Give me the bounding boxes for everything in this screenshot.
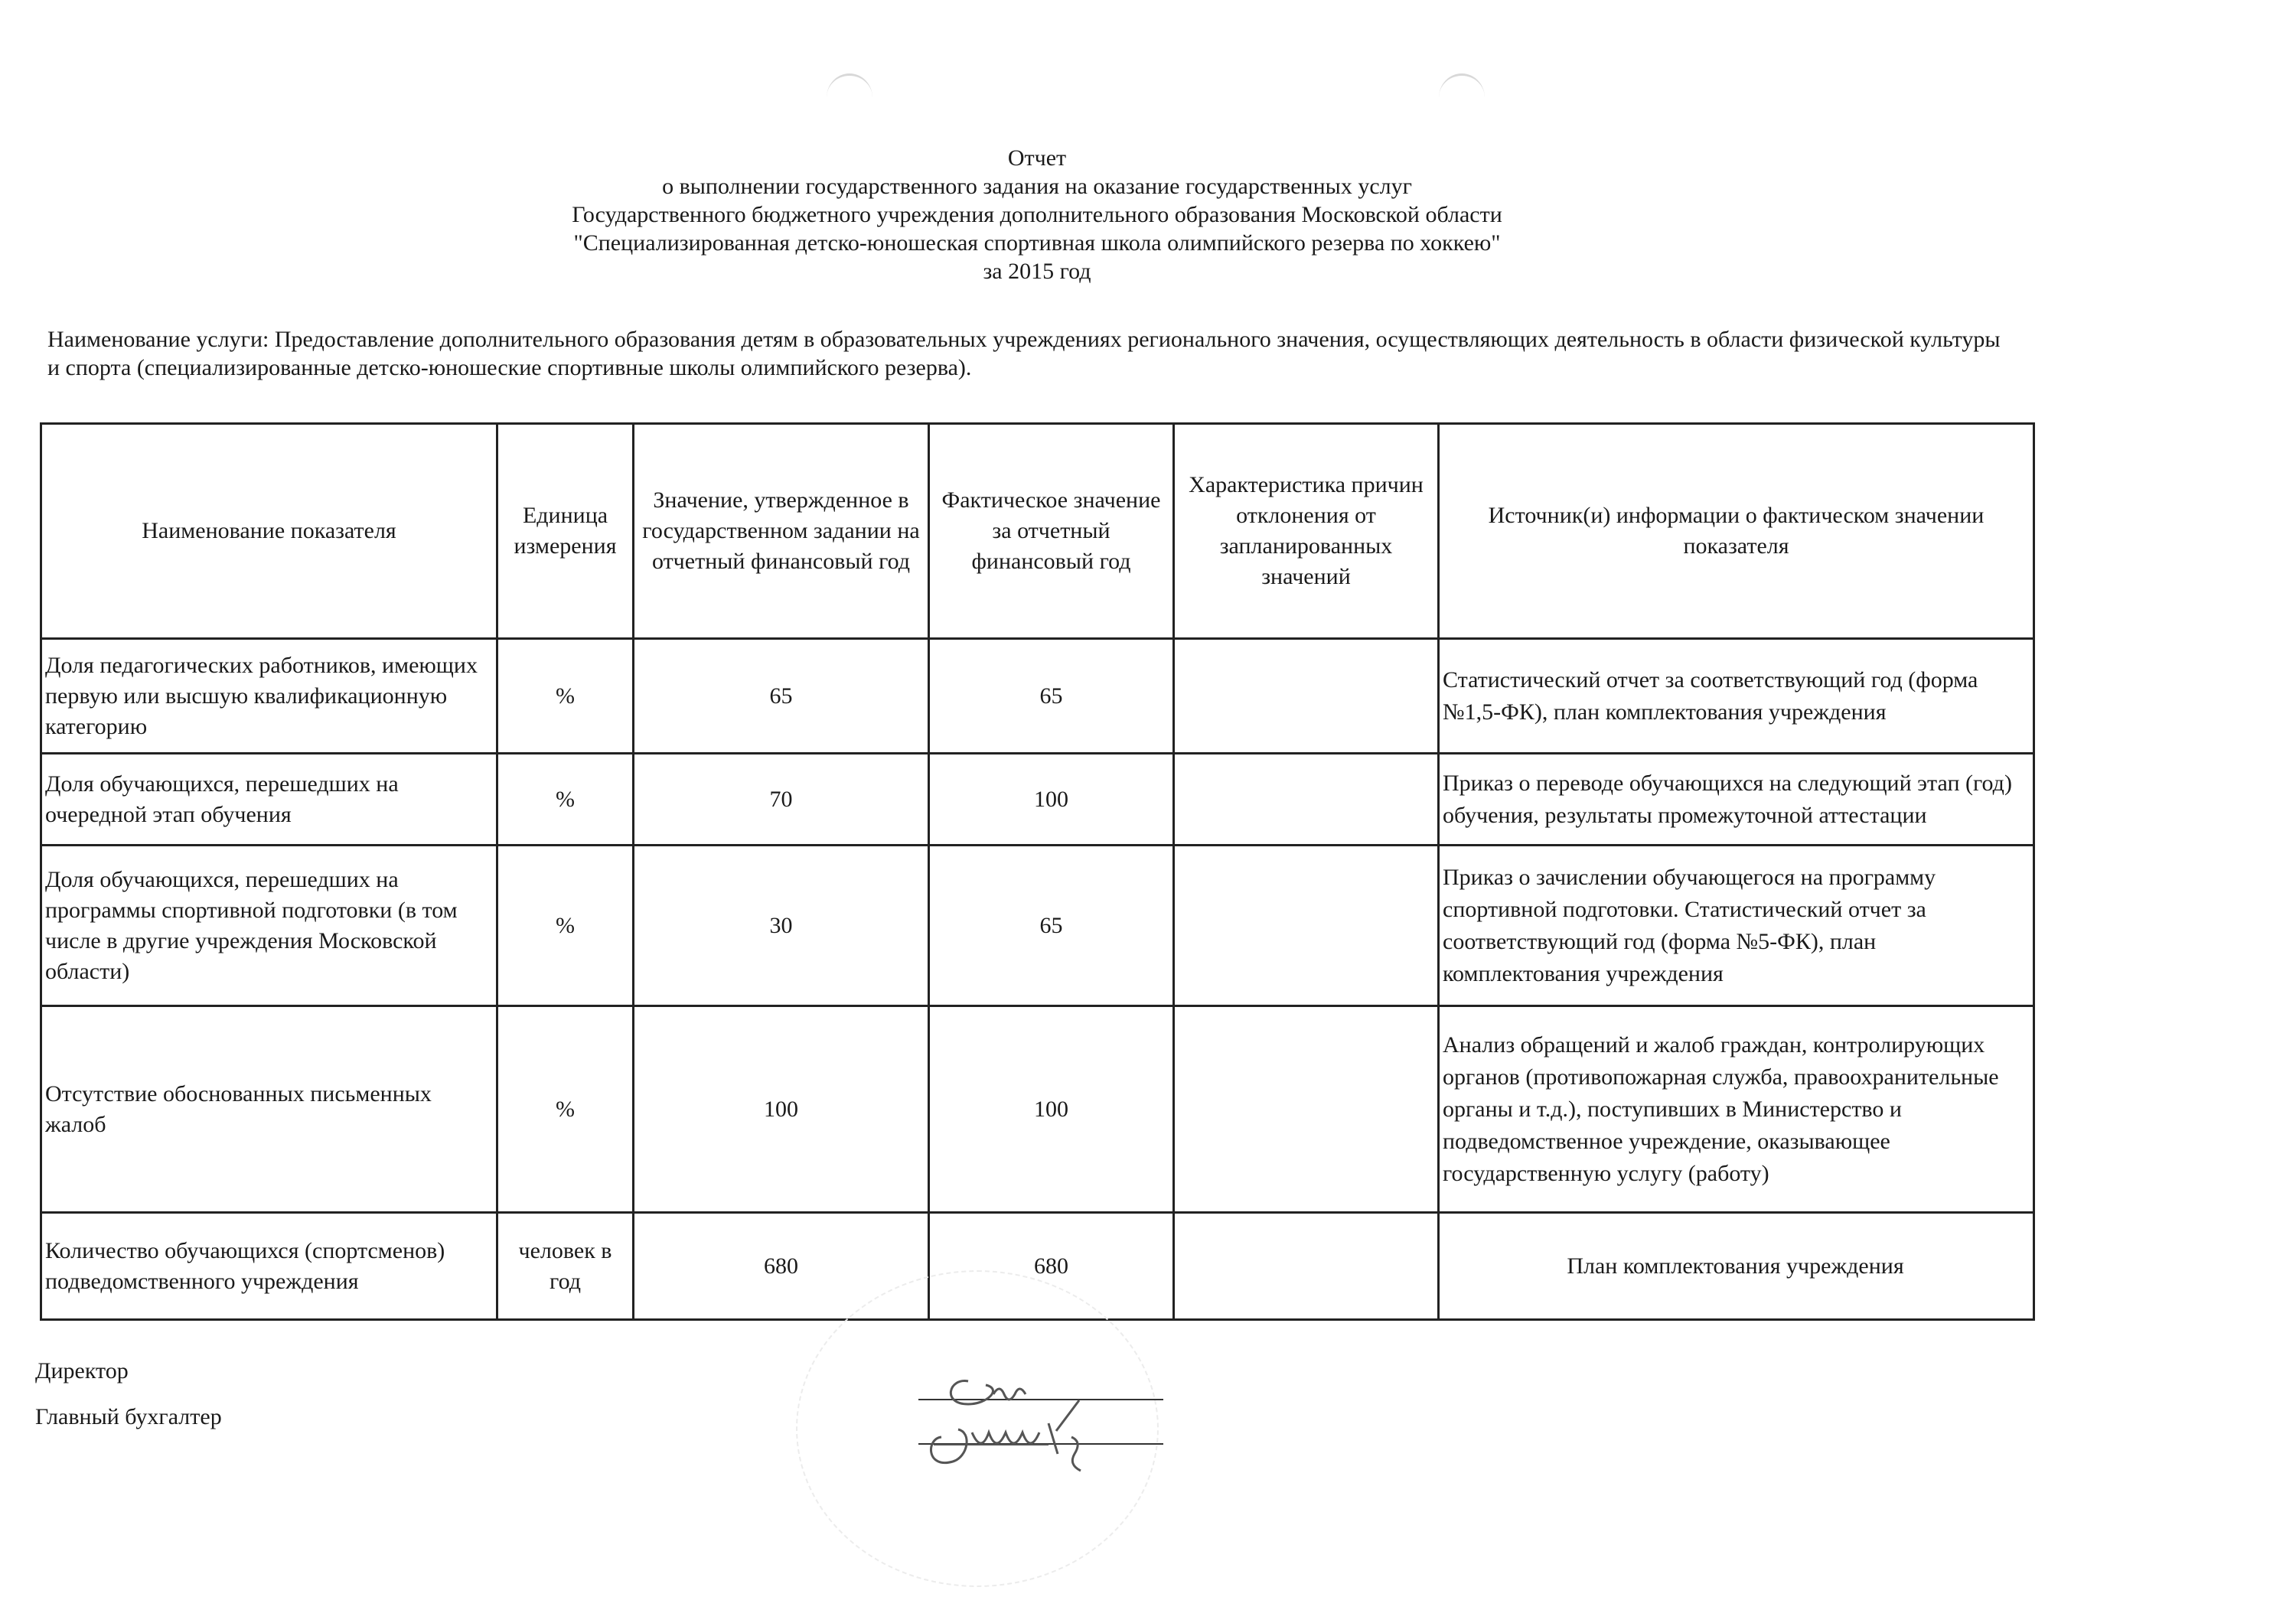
signature-block [35, 1348, 222, 1440]
institution-name: "Специализированная детско-юношеская спортивная школа олимпийского резерва по хоккею" [573, 230, 1501, 256]
source-cell: Приказ о переводе обучающихся на следующий этап (год) обучения, результаты промежуточной аттестации [1439, 754, 2034, 846]
planned-value: 100 [634, 1006, 929, 1213]
deviation-cell [1174, 639, 1439, 754]
table-row [41, 754, 2034, 846]
actual-value: 680 [929, 1213, 1174, 1320]
punch-hole-mark [1439, 73, 1485, 122]
indicator-name: Отсутствие обоснованных письменных жалоб [41, 1006, 497, 1213]
report-title: Отчет [1007, 145, 1067, 171]
unit-cell: человек в год [497, 1213, 634, 1320]
punch-hole-mark [827, 73, 872, 122]
table-row [41, 1006, 2034, 1213]
actual-value: 100 [929, 1006, 1174, 1213]
source-cell: План комплектования учреждения [1439, 1213, 2034, 1320]
planned-value: 30 [634, 846, 929, 1006]
source-cell: Анализ обращений и жалоб граждан, контролирующих органов (противопожарная служба, правоохранительные органы и т.д.), поступивших в Министерство и подведомственное учреждение, оказывающее государственную услугу (работу) [1439, 1006, 2034, 1213]
handwritten-signature [895, 1347, 1156, 1500]
actual-value: 100 [929, 754, 1174, 846]
actual-value: 65 [929, 846, 1174, 1006]
indicators-table [40, 422, 2035, 1321]
report-subtitle: о выполнении государственного задания на оказание государственных услуг [662, 174, 1412, 199]
director-label: Директор [35, 1358, 129, 1383]
unit-cell: % [497, 846, 634, 1006]
indicator-name: Доля обучающихся, перешедших на очередной этап обучения [41, 754, 497, 846]
table-row [41, 846, 2034, 1006]
column-header-unit: Единица измерения [497, 424, 634, 639]
actual-value: 65 [929, 639, 1174, 754]
unit-cell: % [497, 754, 634, 846]
deviation-cell [1174, 1006, 1439, 1213]
indicator-name: Доля обучающихся, перешедших на программы спортивной подготовки (в том числе в другие учреждения Московской области) [41, 846, 497, 1006]
planned-value: 65 [634, 639, 929, 754]
column-header-source: Источник(и) информации о фактическом значении показателя [1439, 424, 2034, 639]
source-cell: Статистический отчет за соответствующий год (форма №1,5-ФК), план комплектования учреждения [1439, 639, 2034, 754]
deviation-cell [1174, 846, 1439, 1006]
column-header-deviation: Характеристика причин отклонения от запланированных значений [1174, 424, 1439, 639]
column-header-actual: Фактическое значение за отчетный финансовый год [929, 424, 1174, 639]
unit-cell: % [497, 1006, 634, 1213]
planned-value: 680 [634, 1213, 929, 1320]
planned-value: 70 [634, 754, 929, 846]
accountant-label: Главный бухгалтер [35, 1404, 222, 1429]
report-year: за 2015 год [983, 259, 1091, 284]
deviation-cell [1174, 1213, 1439, 1320]
unit-cell: % [497, 639, 634, 754]
institution-type: Государственного бюджетного учреждения дополнительного образования Московской области [572, 202, 1502, 227]
indicator-name: Доля педагогических работников, имеющих первую или высшую квалификационную категорию [41, 639, 497, 754]
column-header-indicator: Наименование показателя [41, 424, 497, 639]
report-header [0, 144, 2074, 285]
table-row [41, 639, 2034, 754]
column-header-planned: Значение, утвержденное в государственном задании на отчетный финансовый год [634, 424, 929, 639]
deviation-cell [1174, 754, 1439, 846]
service-name: Наименование услуги: Предоставление дополнительного образования детям в образовательных учреждениях регионального значения, осуществляющих деятельность в области физической культуры и спорта (специализированные детско-юношеские спортивные школы олимпийского резерва). [47, 327, 2001, 380]
indicator-name: Количество обучающихся (спортсменов) подведомственного учреждения [41, 1213, 497, 1320]
table-header-row [41, 424, 2034, 639]
source-cell: Приказ о зачислении обучающегося на программу спортивной подготовки. Статистический отчет за соответствующий год (форма №5-ФК), план комплектования учреждения [1439, 846, 2034, 1006]
